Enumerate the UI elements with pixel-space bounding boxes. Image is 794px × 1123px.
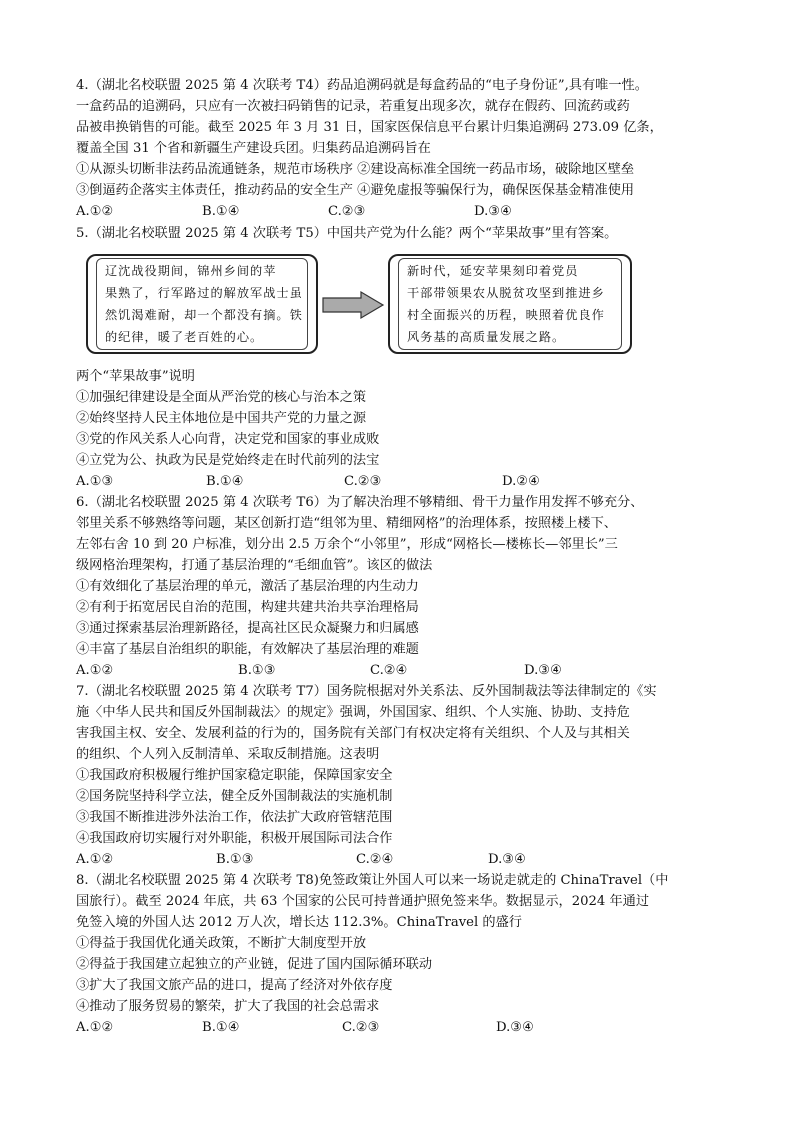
q4-option-c: C.②③ <box>328 204 366 219</box>
q5-choice-2: ②始终坚持人民主体地位是中国共产党的力量之源 <box>76 411 367 426</box>
q6-option-d: D.③④ <box>524 663 562 678</box>
q5-choice-4: ④立党为公、执政为民是党始终走在时代前列的法宝 <box>76 453 380 468</box>
apple-story-left-line: 辽沈战役期间，锦州乡间的苹 <box>105 264 277 278</box>
apple-story-left-text <box>96 258 308 350</box>
q6-line-1: 6.（湖北名校联盟 2025 第 4 次联考 T6）为了解决治理不够精细、骨干力量作用发挥不够充分、 <box>76 495 644 510</box>
q7-line-2: 施〈中华人民共和国反外国制裁法〉的规定》强调，外国国家、组织、个人实施、协助、支持危 <box>76 705 630 720</box>
right-arrow-icon <box>321 290 387 320</box>
q7-line-4: 的组织、个人列入反制清单、采取反制措施。这表明 <box>76 747 380 762</box>
q6-option-c: C.②④ <box>370 663 408 678</box>
apple-story-left-line: 果熟了，行军路过的解放军战士虽 <box>105 286 303 300</box>
apple-story-box-left <box>86 254 318 354</box>
q4-line-2: 一盒药品的追溯码，只应有一次被扫码销售的记录，若重复出现多次，就存在假药、回流药或药 <box>76 99 630 114</box>
q7-choice-2: ②国务院坚持科学立法，健全反外国制裁法的实施机制 <box>76 789 393 804</box>
q8-line-3: 免签入境的外国人达 2012 万人次，增长达 112.3%。ChinaTravel 的盛行 <box>76 915 522 930</box>
q7-line-1: 7.（湖北名校联盟 2025 第 4 次联考 T7）国务院根据对外关系法、反外国制裁法等法律制定的《实 <box>76 684 657 699</box>
q5-choice-1: ①加强纪律建设是全面从严治党的核心与治本之策 <box>76 390 367 405</box>
q8-option-c: C.②③ <box>342 1020 380 1035</box>
apple-story-right-line: 风务基的高质量发展之路。 <box>407 330 566 344</box>
q6-choice-2: ②有利于拓宽居民自治的范围，构建共建共治共享治理格局 <box>76 600 419 615</box>
q4-line-4: 覆盖全国 31 个省和新疆生产建设兵团。归集药品追溯码旨在 <box>76 141 431 156</box>
apple-story-left-line: 然饥渴难耐，却一个都没有摘。铁 <box>105 308 303 322</box>
q8-choice-1: ①得益于我国优化通关政策，不断扩大制度型开放 <box>76 936 367 951</box>
q5-stem: 5.（湖北名校联盟 2025 第 4 次联考 T5）中国共产党为什么能？两个“苹果故事”里有答案。 <box>76 226 618 241</box>
q8-choice-2: ②得益于我国建立起独立的产业链，促进了国内国际循环联动 <box>76 957 433 972</box>
q4-option-b: B.①④ <box>202 204 240 219</box>
q4-line-3: 品被串换销售的可能。截至 2025 年 3 月 31 日，国家医保信息平台累计归集追溯码 273.09 亿条， <box>76 120 663 135</box>
apple-story-right-line: 村全面振兴的历程，映照着优良作 <box>407 308 605 322</box>
q6-choice-3: ③通过探索基层治理新路径，提高社区民众凝聚力和归属感 <box>76 621 419 636</box>
q8-choice-3: ③扩大了我国文旅产品的进口，提高了经济对外依存度 <box>76 978 393 993</box>
q4-choice-12: ①从源头切断非法药品流通链条，规范市场秩序 ②建设高标准全国统一药品市场，破除地区壁垒 <box>76 162 635 177</box>
q5-option-c: C.②③ <box>344 474 382 489</box>
q5-option-d: D.②④ <box>502 474 540 489</box>
q6-line-4: 级网格治理架构，打通了基层治理的“毛细血管”。该区的做法 <box>76 558 433 573</box>
apple-story-box-right <box>388 254 632 354</box>
q4-option-d: D.③④ <box>474 204 512 219</box>
q8-option-a: A.①② <box>76 1020 114 1035</box>
q6-line-3: 左邻右舍 10 到 20 户标准，划分出 2.5 万余个“小邻里”，形成“网格长—楼栋长—邻里长”三 <box>76 537 618 552</box>
q7-line-3: 害我国主权、安全、发展利益的行为的，国务院有关部门有权决定将有关组织、个人及与其相关 <box>76 726 630 741</box>
q8-line-2: 国旅行）。截至 2024 年底，共 63 个国家的公民可持普通护照免签来华。数据显示，2024 年通过 <box>76 894 650 909</box>
q5-choice-3: ③党的作风关系人心向背，决定党和国家的事业成败 <box>76 432 380 447</box>
apple-story-right-text <box>398 258 622 350</box>
q6-option-a: A.①② <box>76 663 114 678</box>
q7-option-c: C.②④ <box>356 852 394 867</box>
q6-option-b: B.①③ <box>238 663 276 678</box>
q7-option-a: A.①② <box>76 852 114 867</box>
q7-option-b: B.①③ <box>216 852 254 867</box>
q4-line-1: 4.（湖北名校联盟 2025 第 4 次联考 T4）药品追溯码就是每盒药品的“电子身份证”,具有唯一性。 <box>76 78 648 93</box>
apple-story-left-line: 的纪律，暖了老百姓的心。 <box>105 330 264 344</box>
q6-line-2: 邻里关系不够熟络等问题，某区创新打造“组邻为里、精细网格”的治理体系，按照楼上楼下、 <box>76 516 617 531</box>
q7-choice-3: ③我国不断推进涉外法治工作，依法扩大政府管辖范围 <box>76 810 393 825</box>
q8-line-1: 8.（湖北名校联盟 2025 第 4 次联考 T8)免签政策让外国人可以来一场说走就走的 ChinaTravel（中 <box>76 873 669 888</box>
apple-story-right-line: 干部带领果农从脱贫攻坚到推进乡 <box>407 286 605 300</box>
q5-option-a: A.①③ <box>76 474 114 489</box>
q5-prompt: 两个“苹果故事”说明 <box>76 369 195 384</box>
q4-choice-34: ③倒逼药企落实主体责任，推动药品的安全生产 ④避免虚报等骗保行为，确保医保基金精准使用 <box>76 183 635 198</box>
q6-choice-4: ④丰富了基层自治组织的职能，有效解决了基层治理的难题 <box>76 642 419 657</box>
q6-choice-1: ①有效细化了基层治理的单元，激活了基层治理的内生动力 <box>76 579 419 594</box>
q7-option-d: D.③④ <box>488 852 526 867</box>
q8-option-b: B.①④ <box>202 1020 240 1035</box>
q7-choice-4: ④我国政府切实履行对外职能，积极开展国际司法合作 <box>76 831 393 846</box>
q4-option-a: A.①② <box>76 204 114 219</box>
q8-choice-4: ④推动了服务贸易的繁荣，扩大了我国的社会总需求 <box>76 999 380 1014</box>
q7-choice-1: ①我国政府积极履行维护国家稳定职能，保障国家安全 <box>76 768 393 783</box>
q8-option-d: D.③④ <box>496 1020 534 1035</box>
q5-option-b: B.①④ <box>206 474 244 489</box>
apple-story-right-line: 新时代，延安苹果刻印着党员 <box>407 264 579 278</box>
